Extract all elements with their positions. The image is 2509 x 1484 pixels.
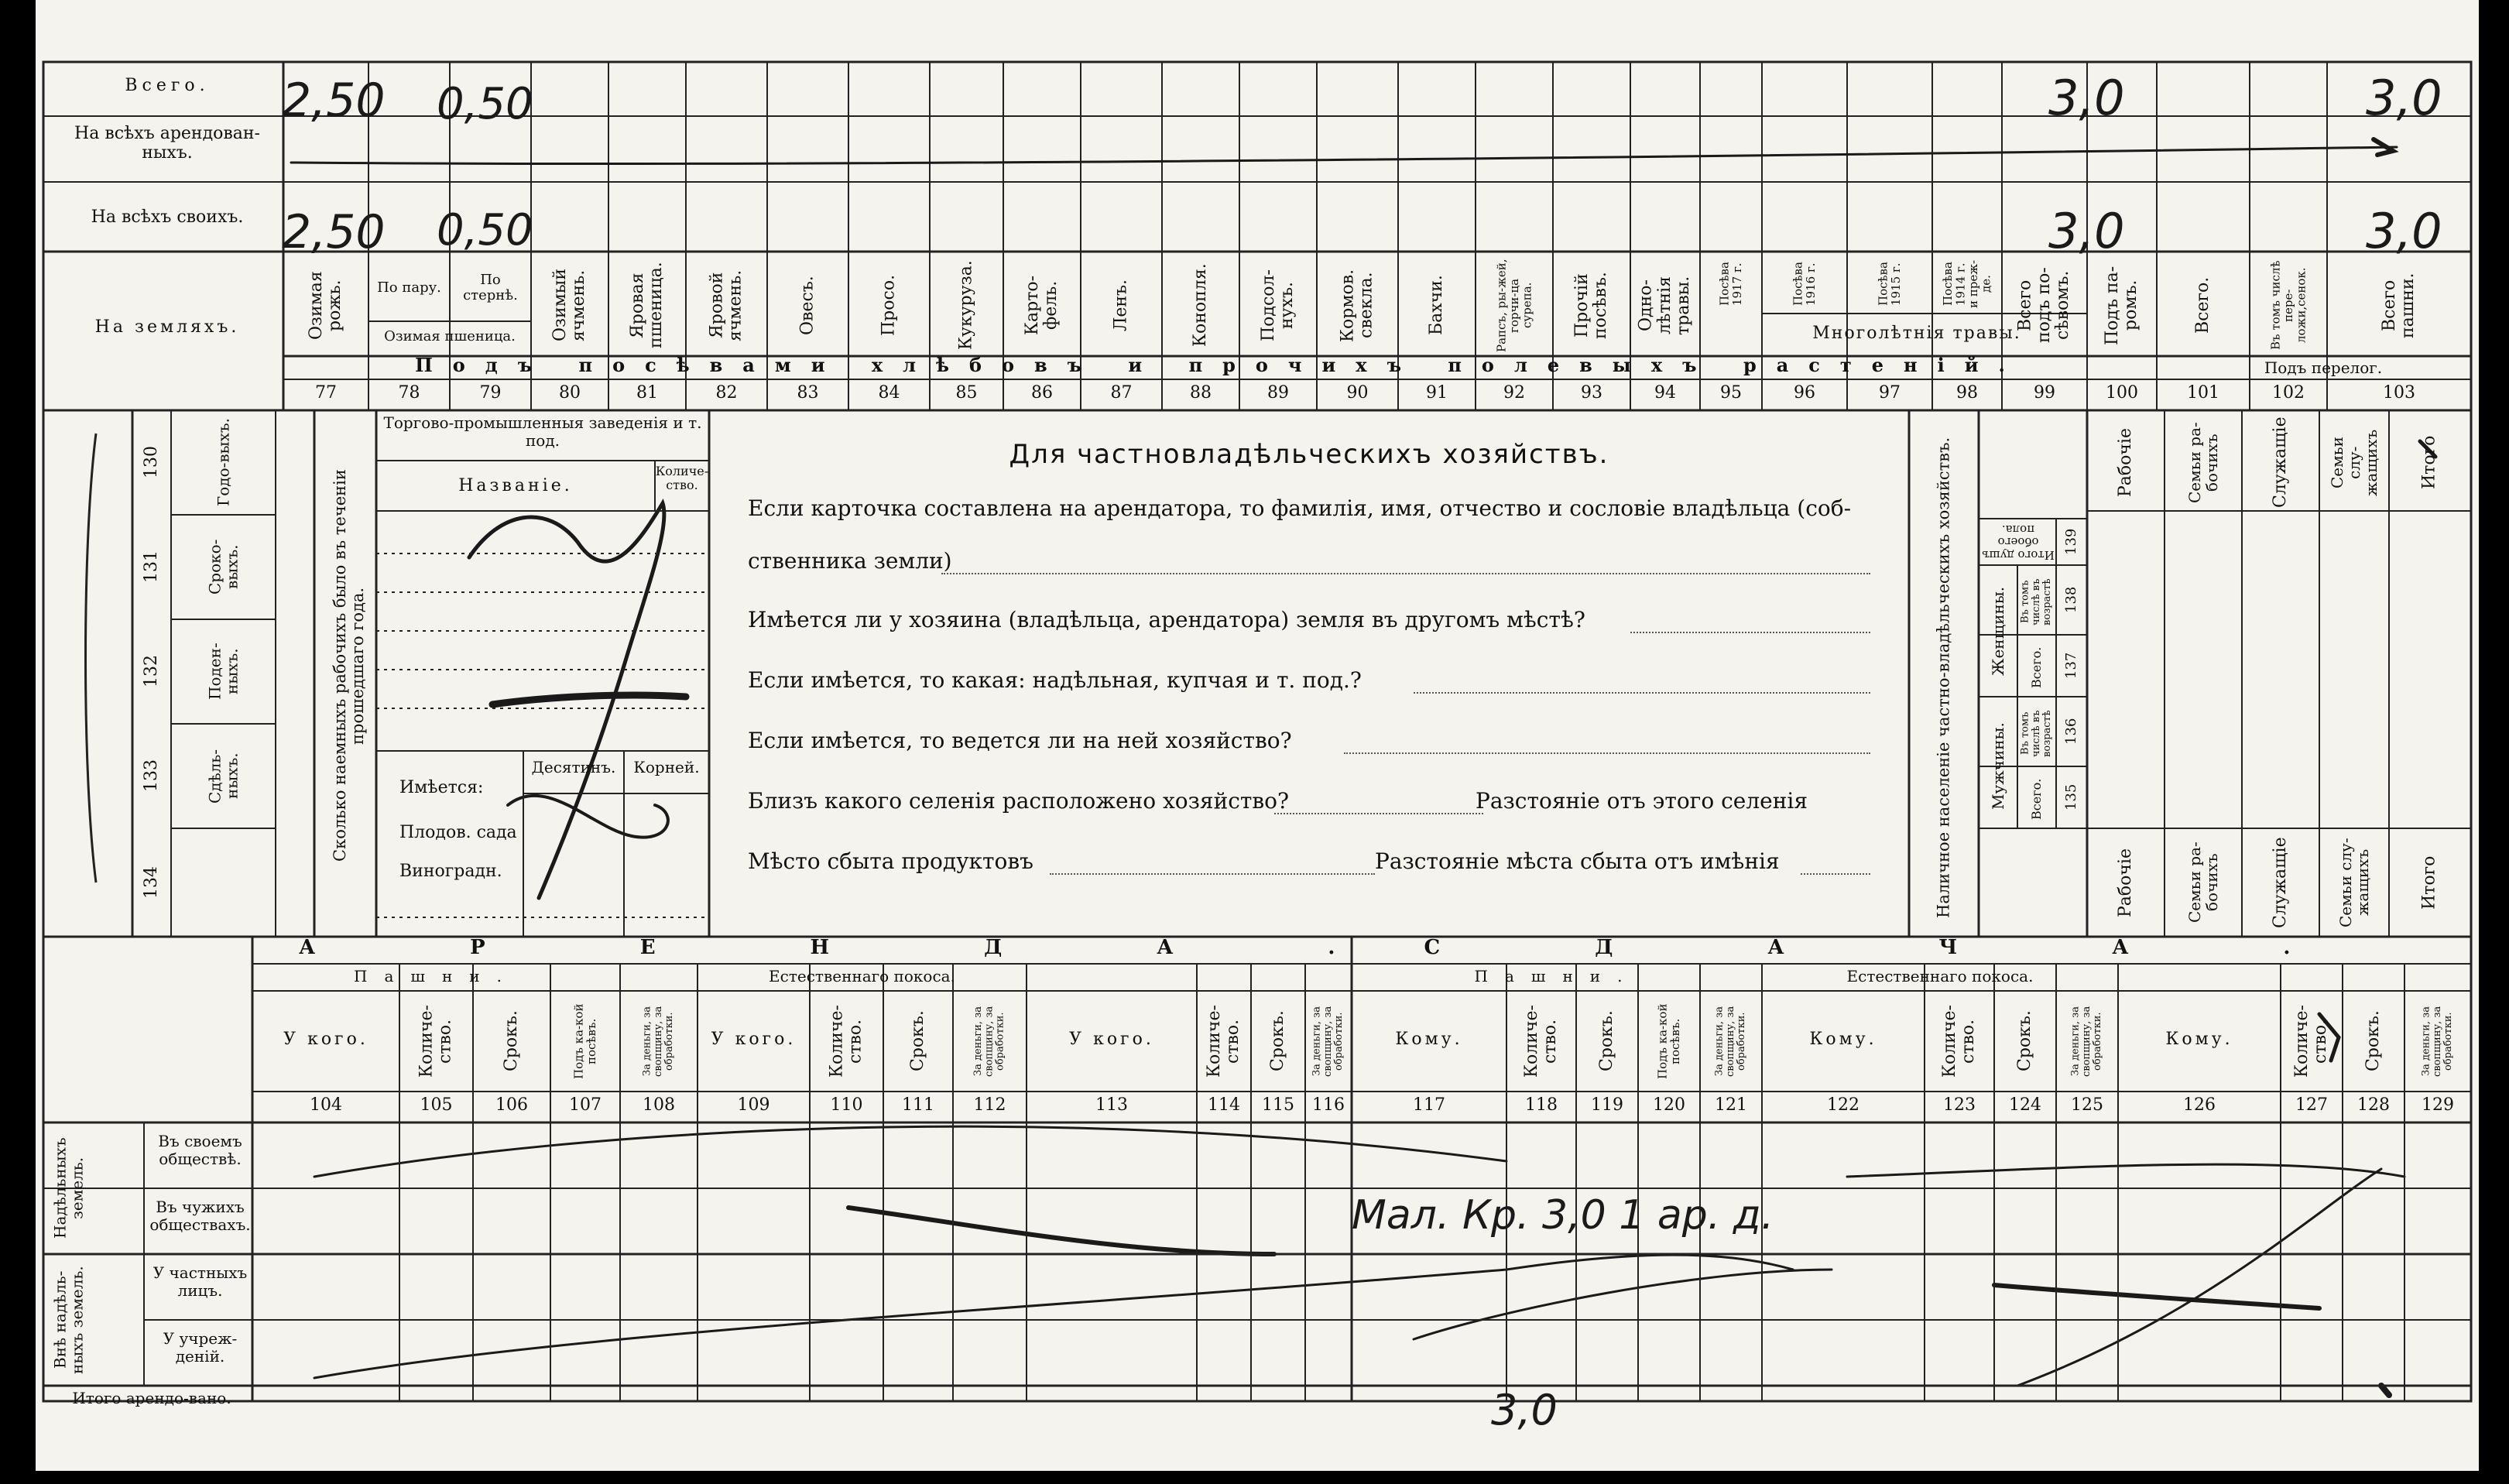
lease-col-label: У кого. xyxy=(283,1030,368,1049)
trade-plodovyi-sad: Плодов. сада xyxy=(399,823,517,842)
lease-col-label: Количе-ство. xyxy=(1939,1005,1978,1078)
trade-imeetsya: Имѣется: xyxy=(399,778,484,797)
lease-col-number: 118 xyxy=(1525,1095,1558,1115)
crop-col-number: 89 xyxy=(1267,383,1289,403)
lease-group-label: Естественнаго покоса. xyxy=(1846,967,2034,985)
crop-col-number: 100 xyxy=(2106,383,2138,403)
crop-col-label: Ленъ. xyxy=(1111,279,1131,332)
hw-svoih-103: 3,0 xyxy=(2366,203,2442,259)
lease-col-label: Срокъ. xyxy=(1596,1010,1616,1072)
crop-col-number: 84 xyxy=(878,383,900,403)
trade-nazvanie: Названіе. xyxy=(458,476,573,495)
row-v-chuzhih: Въ чужихъ обществахъ. xyxy=(149,1198,251,1234)
crop-col-number: 82 xyxy=(715,383,738,403)
lease-group-label: Естественнаго покоса. xyxy=(769,967,955,985)
lease-col-label: Подъ ка-кой посѣвъ. xyxy=(571,1003,598,1079)
crop-col-number: 98 xyxy=(1956,383,1978,403)
lease-col-number: 111 xyxy=(902,1095,934,1115)
rc-sluzhashchie-2: Служащіе xyxy=(2270,837,2290,928)
crop-col-label: Конопля. xyxy=(1190,263,1210,348)
lease-group-label: Пашни. xyxy=(354,967,519,985)
lease-col-label: Количе-ство. xyxy=(2291,1005,2330,1078)
private-q5b: Разстояніе отъ этого селенія xyxy=(1476,788,1808,814)
hw-lease-note: Мал. Кр. 3,0 1 ар. д. xyxy=(1352,1192,1774,1239)
lease-col-label: Подъ ка-кой посѣвъ. xyxy=(1655,1003,1682,1079)
hired-workers-label: Сколько наемныхъ рабочихъ было въ теченіи прошедшаго года. xyxy=(330,469,367,862)
lease-col-label: Кому. xyxy=(1809,1030,1877,1049)
rc-sluzhashchie: Служащіе xyxy=(2270,416,2290,509)
crop-col-label: Посѣва 1917 г. xyxy=(1717,262,1744,307)
lease-col-label: Кому. xyxy=(2165,1030,2233,1049)
lease-col-number: 115 xyxy=(1262,1095,1294,1115)
worker-col-label: Годо-выхъ. xyxy=(214,418,233,507)
lease-col-label: За деньги, за свопщину, за обработки. xyxy=(2069,1006,2104,1077)
ozimaya-pshenica-label: Озимая пшеница. xyxy=(384,328,516,344)
lease-col-label: Срокъ. xyxy=(501,1010,521,1072)
hw-vsego-103: 3,0 xyxy=(2366,70,2442,126)
row-vne-nadelnyh: Внѣ надѣль-ныхъ земель. xyxy=(50,1266,87,1374)
crop-col-label: Кормов. свекла. xyxy=(1338,269,1376,342)
crop-col-label: Подъ па-ромъ. xyxy=(2102,266,2141,345)
crop-col-label: Бахчи. xyxy=(1426,275,1446,336)
rc-semi-rabochih: Семьи ра-бочихъ xyxy=(2185,422,2221,503)
hw-svoih-99: 3,0 xyxy=(2048,203,2125,259)
row-u-chastnyh: У частныхъ лицъ. xyxy=(153,1263,248,1300)
crop-col-number: 86 xyxy=(1031,383,1053,403)
crop-col-number: 90 xyxy=(1346,383,1369,403)
crop-col-number: 91 xyxy=(1426,383,1448,403)
lease-col-label: За деньги, за свопщину, за обработки. xyxy=(641,1006,676,1077)
lease-col-number: 107 xyxy=(569,1095,602,1115)
lease-col-number: 110 xyxy=(830,1095,863,1115)
mnogoletnie-label: Многолѣтнія травы. xyxy=(1812,324,2021,343)
crop-col-number: 85 xyxy=(955,383,978,403)
trade-kolichestvo: Количе-ство. xyxy=(655,464,709,493)
private-q6b: Разстояніе мѣста сбыта отъ имѣнія xyxy=(1375,848,1780,874)
crop-col-number: 88 xyxy=(1190,383,1212,403)
presence-col-number: 135 xyxy=(2063,783,2080,811)
private-q1b: ственника земли) xyxy=(748,548,952,574)
trade-title: Торгово-промышленныя заведенія и т. под. xyxy=(383,413,702,450)
crop-col-label: Всего подъ по-сѣвомъ. xyxy=(2015,267,2073,344)
row-na-zemlyah: На земляхъ. xyxy=(94,317,240,337)
crop-col-label: Просо. xyxy=(879,274,899,337)
worker-col-number: 130 xyxy=(141,446,161,479)
lease-col-label: За деньги, за свопщину, за обработки. xyxy=(2420,1006,2455,1077)
worker-col-number: 132 xyxy=(141,655,161,688)
row-vsego: Всего. xyxy=(125,76,210,95)
pod-perelog-label: Подъ перелог. xyxy=(2264,358,2383,377)
presence-vsego-zh: Всего. xyxy=(2029,646,2045,689)
crop-col-number: 97 xyxy=(1879,383,1901,403)
crop-col-number: 79 xyxy=(479,383,502,403)
lease-col-number: 120 xyxy=(1653,1095,1685,1115)
hw-svoih-77: 2,50 xyxy=(282,205,386,259)
private-q3: Если имѣется, то какая: надѣльная, купчая и т. под.? xyxy=(748,667,1362,693)
lease-col-number: 128 xyxy=(2357,1095,2390,1115)
worker-col-label: Поден-ныхъ. xyxy=(205,643,242,701)
lease-col-label: За деньги, за свопщину, за обработки. xyxy=(1311,1006,1345,1077)
lease-col-number: 124 xyxy=(2009,1095,2041,1115)
worker-col-label: Сроко-выхъ. xyxy=(205,539,242,595)
worker-col-number: 131 xyxy=(141,550,161,584)
private-q1: Если карточка составлена на арендатора, то фамилія, имя, отчество и сословіе владѣльца (соб- xyxy=(748,495,1852,521)
lease-col-label: За деньги, за свопщину, за обработки. xyxy=(1713,1006,1748,1077)
lease-col-number: 117 xyxy=(1413,1095,1445,1115)
lease-col-label: Срокъ. xyxy=(2014,1010,2034,1072)
lease-col-label: Количе-ство. xyxy=(416,1005,455,1078)
lease-col-number: 108 xyxy=(643,1095,675,1115)
row-nadelnyh: Надѣльныхъ земель. xyxy=(50,1137,87,1239)
lease-col-number: 113 xyxy=(1095,1095,1128,1115)
lease-col-number: 125 xyxy=(2071,1095,2103,1115)
lease-col-label: У кого. xyxy=(711,1030,797,1049)
crop-col-label: Одно-лѣтнія травы. xyxy=(1636,276,1694,335)
lease-col-label: Количе-ство. xyxy=(1204,1005,1243,1078)
hw-vsego-79: 0,50 xyxy=(437,79,533,129)
crop-col-number: 78 xyxy=(398,383,420,403)
rc-rabochie: Рабочіе xyxy=(2115,428,2135,498)
presence-itogo: Итого душъ обоего пола. xyxy=(1982,522,2055,562)
crop-col-number: 95 xyxy=(1720,383,1742,403)
crop-col-label: Яровой ячмень. xyxy=(707,269,746,341)
private-q4: Если имѣется, то ведется ли на ней хозяйство? xyxy=(748,728,1292,753)
presence-v-tom-zh: Въ томъ числѣ въ возрастѣ xyxy=(2019,578,2054,625)
crop-col-label: Карто-фель. xyxy=(1022,275,1061,336)
rc-itogo-2: Итого xyxy=(2419,855,2439,910)
crop-col-label: По пару. xyxy=(377,279,441,296)
private-title: Для частновладѣльческихъ хозяйствъ. xyxy=(1009,439,1609,470)
lease-col-label: У кого. xyxy=(1069,1030,1154,1049)
lease-col-label: За деньги, за свопщину, за обработки. xyxy=(972,1006,1006,1077)
census-card xyxy=(36,0,2479,1471)
lease-col-number: 119 xyxy=(1591,1095,1623,1115)
rc-rabochie-2: Рабочіе xyxy=(2115,848,2135,917)
crop-col-label: Посѣва 1914 г. и преж-де. xyxy=(1941,259,1993,309)
crop-col-number: 101 xyxy=(2187,383,2219,403)
crop-col-label: Овесъ. xyxy=(797,276,817,335)
lease-col-number: 112 xyxy=(973,1095,1006,1115)
hw-svoih-79: 0,50 xyxy=(437,205,533,255)
lease-grid xyxy=(36,0,2479,1471)
trade-desyatin: Десятинъ. xyxy=(531,758,616,776)
lease-col-label: Количе-ство. xyxy=(827,1005,865,1078)
rc-semi-sluzhashchih: Семьи слу-жащихъ xyxy=(2328,429,2380,496)
row-v-svoem: Въ своемъ обществѣ. xyxy=(158,1132,242,1168)
private-q6: Мѣсто сбыта продуктовъ xyxy=(748,848,1033,874)
rc-semi-rabochih-2: Семьи ра-бочихъ xyxy=(2185,841,2221,924)
hw-vsego-99: 3,0 xyxy=(2048,70,2125,126)
crop-col-number: 81 xyxy=(636,383,658,403)
crop-col-number: 92 xyxy=(1503,383,1525,403)
worker-col-number: 134 xyxy=(141,866,161,899)
crop-col-number: 96 xyxy=(1794,383,1815,403)
crop-col-number: 77 xyxy=(315,383,337,403)
private-q2: Имѣется ли у хозяина (владѣльца, арендатора) земля въ другомъ мѣстѣ? xyxy=(748,607,1585,632)
lease-col-number: 114 xyxy=(1208,1095,1240,1115)
lease-col-number: 127 xyxy=(2295,1095,2328,1115)
crop-col-label: Въ томъ числѣ пере-ложи,сенок. xyxy=(2268,260,2308,351)
lease-col-label: Срокъ. xyxy=(2363,1010,2383,1072)
crop-col-label: Всего. xyxy=(2192,276,2213,334)
crop-col-label: Посѣва 1915 г. xyxy=(1876,262,1903,307)
crop-col-number: 87 xyxy=(1110,383,1133,403)
crop-col-number: 80 xyxy=(559,383,581,403)
crop-col-label: Прочій посѣвъ. xyxy=(1572,272,1610,339)
rc-itogo: Итого xyxy=(2419,435,2439,490)
lease-col-number: 123 xyxy=(1943,1095,1976,1115)
trade-korney: Корней. xyxy=(633,758,700,776)
presence-col-number: 137 xyxy=(2063,652,2080,680)
worker-col-label: Сдѣль-ныхъ. xyxy=(205,749,242,804)
lease-col-number: 121 xyxy=(1715,1095,1747,1115)
crop-col-number: 94 xyxy=(1654,383,1676,403)
lease-col-number: 106 xyxy=(495,1095,528,1115)
lease-col-number: 104 xyxy=(310,1095,342,1115)
crop-col-label: Рапсъ, ры-жей, горчи-ца сурепа. xyxy=(1494,259,1534,352)
presence-vsego-m: Всего. xyxy=(2029,778,2045,821)
lease-col-number: 109 xyxy=(737,1095,770,1115)
crop-col-number: 93 xyxy=(1581,383,1602,403)
presence-zhenshchiny: Женщины. xyxy=(1989,586,2007,676)
crop-col-number: 99 xyxy=(2034,383,2055,403)
presence-col-number: 138 xyxy=(2063,586,2080,614)
lease-col-number: 126 xyxy=(2183,1095,2216,1115)
crop-col-label: Озимый ячмень. xyxy=(550,269,588,342)
presence-col-number: 139 xyxy=(2063,528,2080,556)
hw-vsego-77: 2,50 xyxy=(282,74,386,128)
row-svoih: На всѣхъ своихъ. xyxy=(91,207,244,227)
lease-col-label: Срокъ. xyxy=(907,1010,927,1072)
lease-col-number: 116 xyxy=(1312,1095,1345,1115)
presence-title: Наличное населеніе частно-владѣльческихъ хозяйствъ. xyxy=(1934,437,1953,918)
lease-col-label: Количе-ство. xyxy=(1521,1005,1560,1078)
rc-semi-sluzhashchih-2: Семьи слу-жащихъ xyxy=(2336,838,2372,927)
crop-col-number: 83 xyxy=(797,383,819,403)
lease-sdacha: СДАЧА. xyxy=(1424,936,2446,959)
crop-col-label: Яровая пшеница. xyxy=(627,262,666,349)
presence-muzhchiny: Мужчины. xyxy=(1989,722,2007,811)
row-arendovannyh: На всѣхъ арендован-ныхъ. xyxy=(74,124,260,163)
crop-col-number: 102 xyxy=(2272,383,2305,403)
private-q5: Близъ какого селенія расположено хозяйство? xyxy=(748,788,1290,814)
crop-col-label: Всего пашни. xyxy=(2379,272,2418,338)
hw-lease-itogo-118: 3,0 xyxy=(1491,1386,1558,1434)
row-itogo-arendovano: Итого арендо-вано. xyxy=(72,1389,231,1407)
lease-col-number: 122 xyxy=(1827,1095,1859,1115)
lease-col-number: 129 xyxy=(2422,1095,2454,1115)
lease-col-label: Срокъ. xyxy=(1267,1010,1287,1072)
crop-col-label: Кукуруза. xyxy=(956,260,976,351)
presence-v-tom-m: Въ томъ числѣ въ возрастѣ xyxy=(2019,710,2054,757)
lease-group-label: Пашни. xyxy=(1474,967,1640,985)
crop-col-label: Озимая рожь. xyxy=(306,271,344,340)
worker-col-number: 133 xyxy=(141,759,161,793)
presence-col-number: 136 xyxy=(2063,718,2080,745)
crop-col-label: По стернѣ. xyxy=(463,272,518,303)
crop-col-label: Посѣва 1916 г. xyxy=(1791,262,1818,307)
crop-col-number: 103 xyxy=(2383,383,2415,403)
row-u-uchrezhdeniy: У учреж-деній. xyxy=(163,1329,238,1366)
crop-col-label: Подсол-нухъ. xyxy=(1258,269,1297,341)
pod-posevami-label: Подъ посѣвами хлѣбовъ и прочихъ полевыхъ растеній. xyxy=(415,354,2025,376)
lease-col-label: Кому. xyxy=(1395,1030,1463,1049)
lease-col-number: 105 xyxy=(420,1095,453,1115)
trade-vinogradn: Виноградн. xyxy=(399,862,502,881)
lease-arenda: АРЕНДА. xyxy=(299,936,1490,959)
